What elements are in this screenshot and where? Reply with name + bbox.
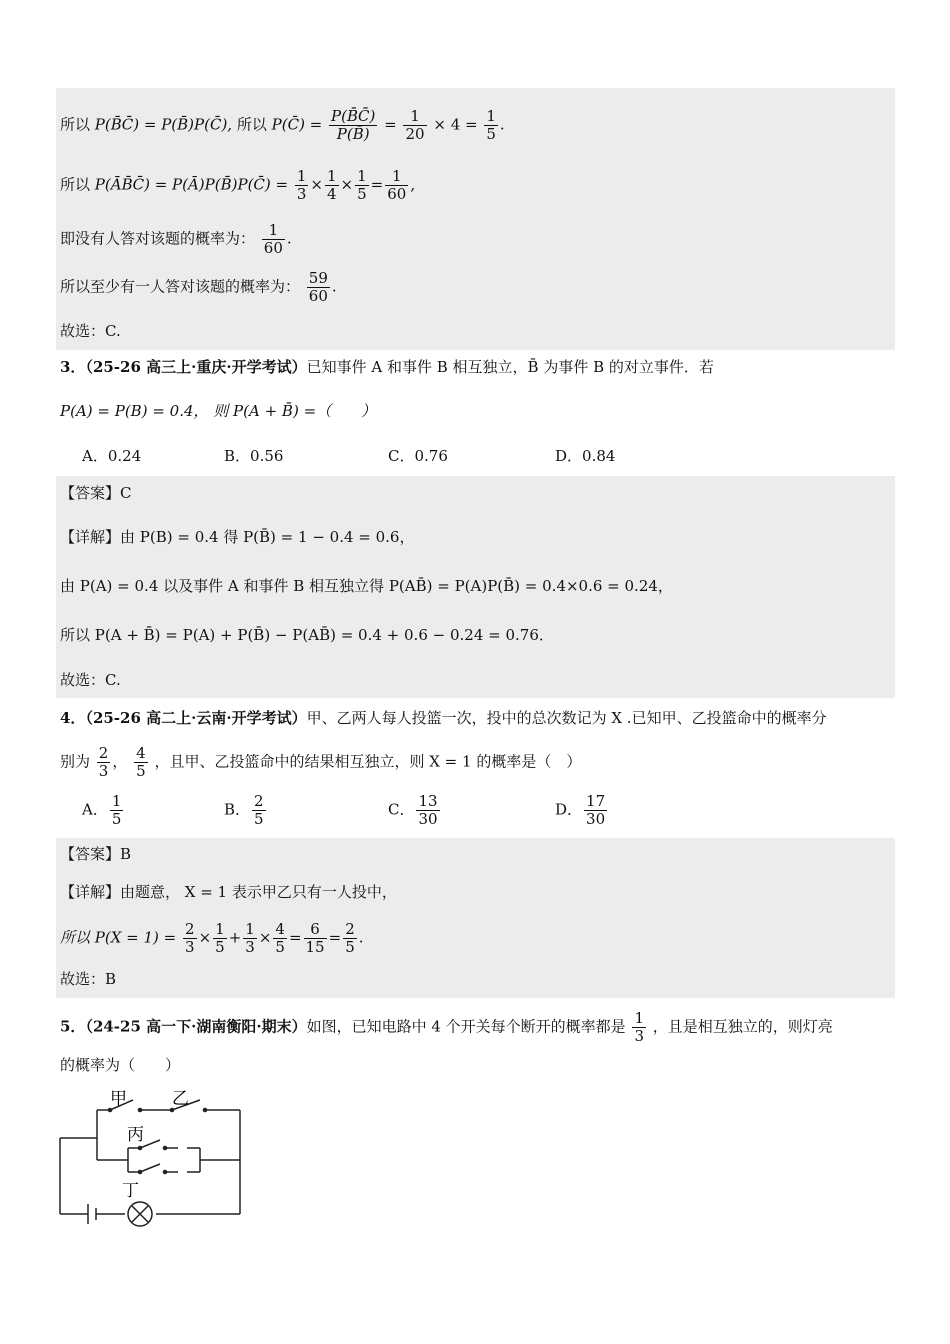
prev-conclusion: 故选：C. bbox=[60, 322, 121, 340]
q4-conclusion: 故选：B bbox=[60, 970, 117, 988]
q3-option-a: A．0.24 bbox=[82, 447, 142, 465]
q3-answer: 【答案】C bbox=[60, 484, 132, 502]
q3-detail-3: 所以 P(A + B̄) = P(A) + P(B̄) − P(AB̄) = 0.4 + 0.6 − 0.24 = 0.76． bbox=[60, 626, 554, 644]
switch-label-ding: 丁 bbox=[122, 1181, 139, 1201]
q4-stem-line-2: 别为 $\frac{2}{3}$ ， $\frac{4}{5}$ ，且甲、乙投篮命中的结果相互独立，则 X = 1 的概率是（ ） bbox=[60, 744, 582, 780]
q4-option-c: C． $\frac{13}{30}$ bbox=[388, 792, 438, 828]
prev-line-3: 即没有人答对该题的概率为： $\frac{1}{60}$ . bbox=[60, 221, 292, 257]
q3-option-c: C．0.76 bbox=[388, 447, 448, 465]
prev-line-4: 所以至少有一人答对该题的概率为： $\frac{59}{60}$ . bbox=[60, 269, 337, 305]
q4-detail-1: 【详解】由题意， X = 1 表示甲乙只有一人投中， bbox=[60, 883, 397, 901]
q3-option-d: D．0.84 bbox=[555, 447, 616, 465]
q3-detail-2: 由 P(A) = 0.4 以及事件 A 和事件 B 相互独立得 P(AB̄) = P(A)P(B̄) = 0.4×0.6 = 0.24， bbox=[60, 577, 673, 595]
q4-detail-2: 所以 P(X = 1) = $\frac{2}{3}$ × $\frac{1}{5}$ + $\frac{1}{3}$ × $\frac{4}{5}$ = $\frac{6}{15}$ = $\frac{2}{5}$ . bbox=[60, 920, 364, 956]
q3-detail-1: 【详解】由 P(B) = 0.4 得 P(B̄) = 1 − 0.4 = 0.6， bbox=[60, 528, 415, 546]
q4-stem-line-1: 4．（25-26 高二上·云南·开学考试）甲、乙两人每人投篮一次，投中的总次数记为 X .已知甲、乙投篮命中的概率分 bbox=[60, 709, 827, 727]
switch-label-bing: 丙 bbox=[127, 1125, 144, 1145]
fraction: $\frac{P(B̄C̄)}{P(B̄)}$ bbox=[331, 107, 376, 143]
q3-option-b: B．0.56 bbox=[224, 447, 284, 465]
prev-line-2: 所以 P(ĀB̄C̄) = P(Ā)P(B̄)P(C̄) = $\frac{1}{3}$ × $\frac{1}{4}$ × $\frac{1}{5}$ = $\frac{1}{60}$ , bbox=[60, 167, 416, 203]
fraction: $\frac{1}{5}$ bbox=[486, 107, 496, 143]
q5-stem-line-1: 5．（24-25 高一下·湖南衡阳·期末）如图，已知电路中 4 个开关每个断开的概率都是 $\frac{1}{3}$ ，且是相互独立的，则灯亮 bbox=[60, 1009, 833, 1045]
q4-option-d: D． $\frac{17}{30}$ bbox=[555, 792, 606, 828]
q3-stem-line-1: 3．（25-26 高三上·重庆·开学考试）已知事件 A 和事件 B 相互独立，B̄ 为事件 B 的对立事件．若 bbox=[60, 358, 714, 376]
q3-conclusion: 故选：C. bbox=[60, 671, 121, 689]
prev-line-1: 所以 P(B̄C̄) = P(B̄)P(C̄), 所以 P(C̄) = $\frac{P(B̄C̄)}{P(B̄)}$ = $\frac{1}{20}$ × 4 = $\frac{1}{5}$ . bbox=[60, 107, 505, 143]
q4-option-b: B． $\frac{2}{5}$ bbox=[224, 792, 264, 828]
q4-option-a: A． $\frac{1}{5}$ bbox=[82, 792, 122, 828]
q5-stem-line-2: 的概率为（ ） bbox=[60, 1056, 181, 1074]
switch-label-yi: 乙 bbox=[172, 1089, 189, 1109]
q4-answer: 【答案】B bbox=[60, 845, 132, 863]
q3-stem-line-2: P(A) = P(B) = 0.4， 则 P(A + B̄) =（ ） bbox=[60, 402, 377, 420]
switch-label-jia: 甲 bbox=[110, 1089, 127, 1109]
fraction: $\frac{1}{20}$ bbox=[405, 107, 425, 143]
